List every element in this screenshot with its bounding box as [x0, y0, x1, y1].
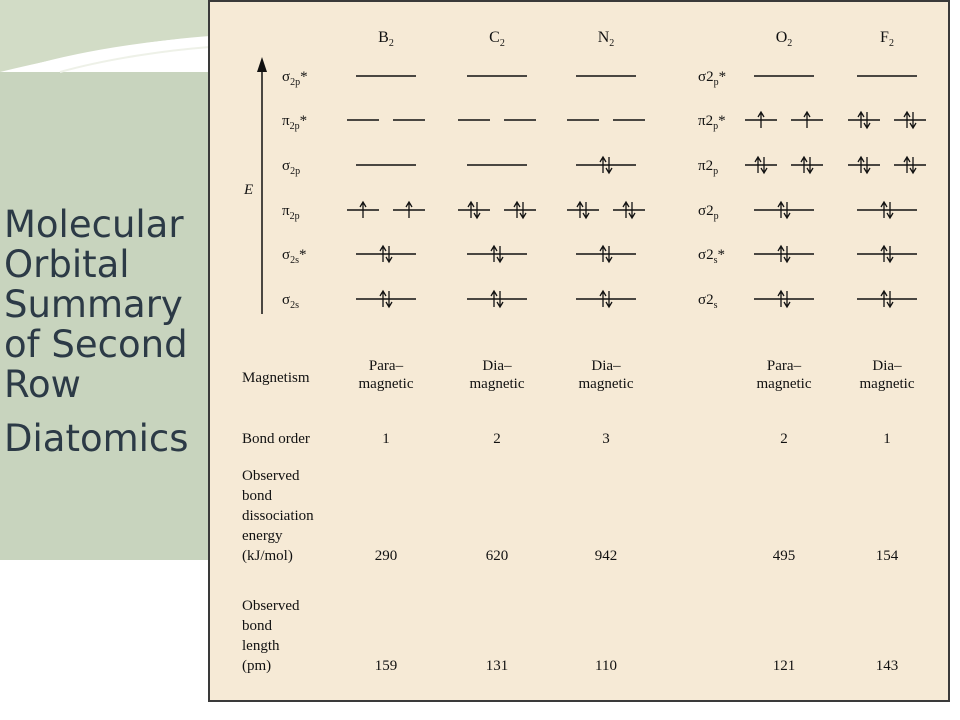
- orbital-level-c2: [467, 246, 527, 262]
- table-cell: 2: [780, 431, 788, 447]
- table-cell: 290: [374, 548, 398, 564]
- orbital-level-o2: [745, 157, 823, 173]
- table-cell: Dia– magnetic: [469, 358, 525, 392]
- energy-label: E: [244, 182, 254, 198]
- orbital-level-f2: [848, 157, 926, 173]
- table-cell: 495: [772, 548, 796, 564]
- table-cell: 1: [382, 431, 390, 447]
- table-cell: 154: [875, 548, 899, 564]
- table-cell: 110: [595, 658, 617, 674]
- table-row-label: Observed bond dissociation energy (kJ/mol): [242, 468, 314, 564]
- orbital-level-o2: [754, 246, 814, 262]
- orbital-label: $\pi 2_p*$: [698, 113, 726, 132]
- orbital-label: $\pi 2_p$: [698, 158, 719, 177]
- table-cell: 121: [772, 658, 796, 674]
- orbital-level-f2: [848, 112, 926, 128]
- orbital-level-o2: [754, 291, 814, 307]
- orbital-level-c2: [467, 291, 527, 307]
- orbital-label: $\sigma_{2p}*$: [282, 69, 308, 88]
- table-cell: Dia– magnetic: [859, 358, 915, 392]
- orbital-label: $\sigma 2_p*$: [698, 69, 727, 88]
- orbital-label: $\sigma_{2s}*$: [282, 247, 307, 266]
- orbital-level-c2: [458, 202, 536, 218]
- orbital-level-b2: [356, 291, 416, 307]
- table-row-label: Observed bond length (pm): [242, 598, 300, 674]
- orbital-label: $\sigma_{2p}$: [282, 158, 301, 177]
- orbital-label: $\pi_{2p}$: [282, 203, 300, 222]
- molecule-header: $B_2$: [378, 29, 394, 49]
- orbital-level-f2: [857, 291, 917, 307]
- orbital-level-o2: [754, 202, 814, 218]
- orbital-level-o2: [745, 112, 823, 128]
- orbital-label: $\sigma 2_s$: [698, 292, 718, 311]
- orbital-level-f2: [857, 246, 917, 262]
- table-cell: Para– magnetic: [756, 358, 812, 392]
- table-cell: 131: [485, 658, 509, 674]
- mo-diagram: [210, 2, 952, 704]
- slide-title: [4, 196, 204, 468]
- table-cell: Dia– magnetic: [578, 358, 634, 392]
- table-cell: 942: [594, 548, 618, 564]
- orbital-level-n2: [576, 291, 636, 307]
- orbital-level-f2: [857, 202, 917, 218]
- orbital-level-n2: [567, 202, 645, 218]
- table-cell: 159: [374, 658, 398, 674]
- molecule-header: $N_2$: [597, 29, 615, 49]
- orbital-label: $\pi_{2p}*$: [282, 113, 308, 132]
- table-cell: 620: [485, 548, 509, 564]
- table-cell: 2: [493, 431, 501, 447]
- orbital-level-b2: [356, 246, 416, 262]
- table-cell: 1: [883, 431, 891, 447]
- orbital-label: $\sigma_{2s}$: [282, 292, 299, 311]
- title-line: Row: [4, 363, 81, 406]
- title-line: Diatomics: [4, 417, 189, 460]
- molecule-header: $C_2$: [489, 29, 505, 49]
- table-cell: Para– magnetic: [358, 358, 414, 392]
- molecule-header: $O_2$: [775, 29, 793, 49]
- orbital-level-n2: [576, 246, 636, 262]
- table-row-label: Magnetism: [242, 370, 310, 386]
- energy-arrow-icon: [257, 57, 267, 72]
- table-row-label: Bond order: [242, 431, 310, 447]
- orbital-level-n2: [576, 157, 636, 173]
- orbital-level-b2: [347, 202, 425, 218]
- orbital-label: $\sigma 2_p$: [698, 203, 719, 222]
- title-line: of Second: [4, 323, 188, 366]
- title-line: Orbital: [4, 243, 130, 286]
- table-cell: 143: [875, 658, 899, 674]
- table-cell: 3: [602, 431, 610, 447]
- title-line: Molecular: [4, 203, 184, 246]
- title-line: Summary: [4, 283, 183, 326]
- mo-diagram-panel: [208, 0, 950, 702]
- orbital-label: $\sigma 2_s*$: [698, 247, 725, 266]
- molecule-header: $F_2$: [880, 29, 894, 49]
